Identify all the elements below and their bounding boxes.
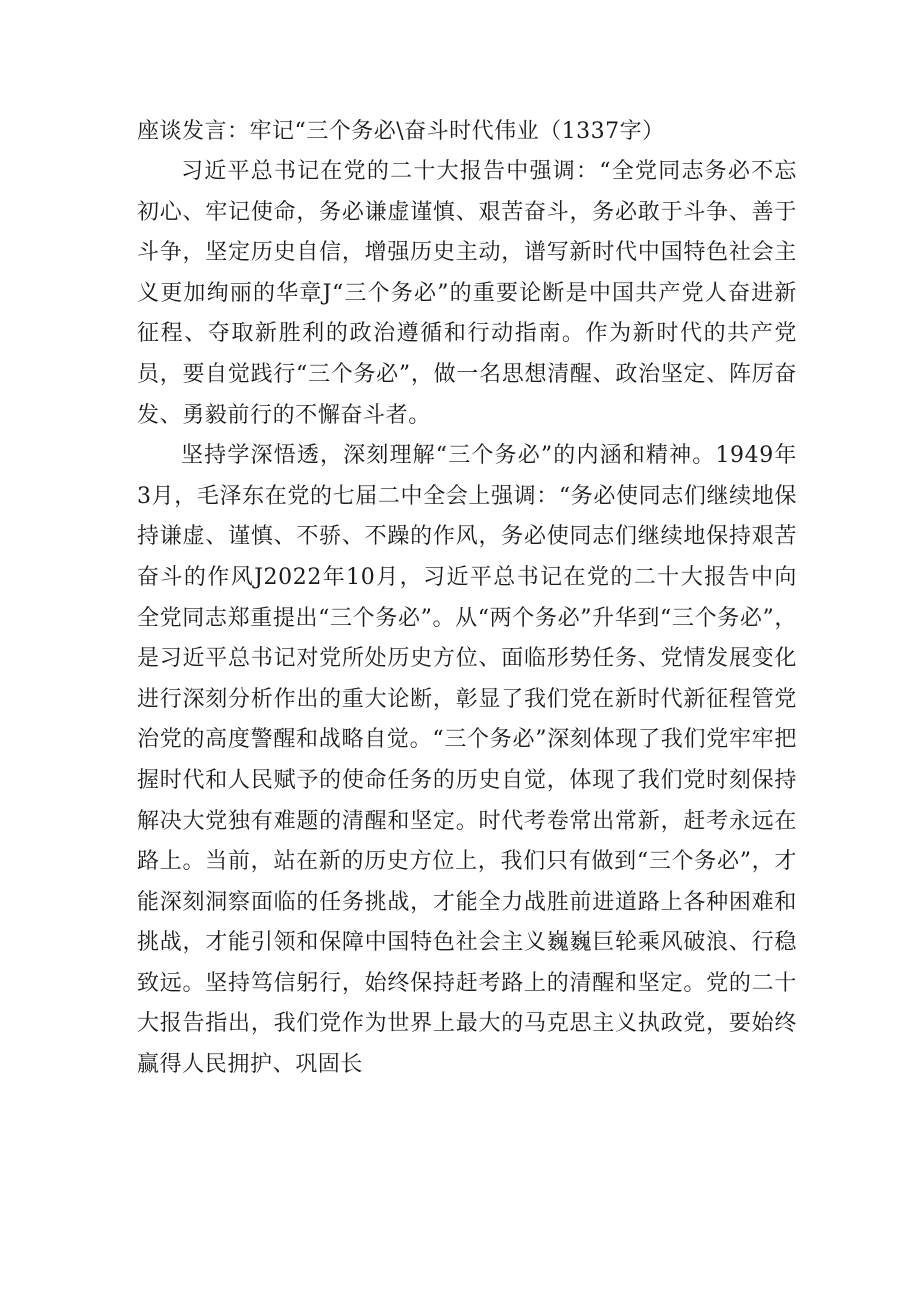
document-page — [137, 112, 797, 1086]
paragraph-1: 习近平总书记在党的二十大报告中强调：“全党同志务必不忘初心、牢记使命，务必谦虚谨慎、艰苦奋斗，务必敢于斗争、善于斗争，坚定历史自信，增强历史主动，谱写新时代中国特色社会主义更加绚丽的华章J“三个务必”的重要论断是中国共产党人奋进新征程、夺取新胜利的政治遵循和行动指南。作为新时代的共产党员，要自觉践行“三个务必”，做一名思想清醒、政治坚定、阵厉奋发、勇毅前行的不懈奋斗者。 — [137, 159, 797, 428]
document-title: 座谈发言：牢记“三个务必\奋斗时代伟业（1337字） — [137, 119, 665, 144]
paragraph-2: 坚持学深悟透，深刻理解“三个务必”的内涵和精神。1949年3月，毛泽东在党的七届二中全会上强调：“务必使同志们继续地保持谦虚、谨慎、不骄、不躁的作风，务必使同志们继续地保持艰苦奋斗的作风J2022年10月，习近平总书记在党的二十大报告中向全党同志郑重提出“三个务必”。从“两个务必”升华到“三个务必”，是习近平总书记对党所处历史方位、面临形势任务、党情发展变化进行深刻分析作出的重大论断，彰显了我们党在新时代新征程管党治党的高度警醒和战略自觉。“三个务必”深刻体现了我们党牢牢把握时代和人民赋予的使命任务的历史自觉，体现了我们党时刻保持解决大党独有难题的清醒和坚定。时代考卷常出常新，赶考永远在路上。当前，站在新的历史方位上，我们只有做到“三个务必”，才能深刻洞察面临的任务挑战，才能全力战胜前进道路上各种困难和挑战，才能引领和保障中国特色社会主义巍巍巨轮乘风破浪、行稳致远。坚持笃信躬行，始终保持赶考路上的清醒和坚定。党的二十大报告指出，我们党作为世界上最大的马克思主义执政党，要始终赢得人民拥护、巩固长 — [137, 443, 797, 1078]
